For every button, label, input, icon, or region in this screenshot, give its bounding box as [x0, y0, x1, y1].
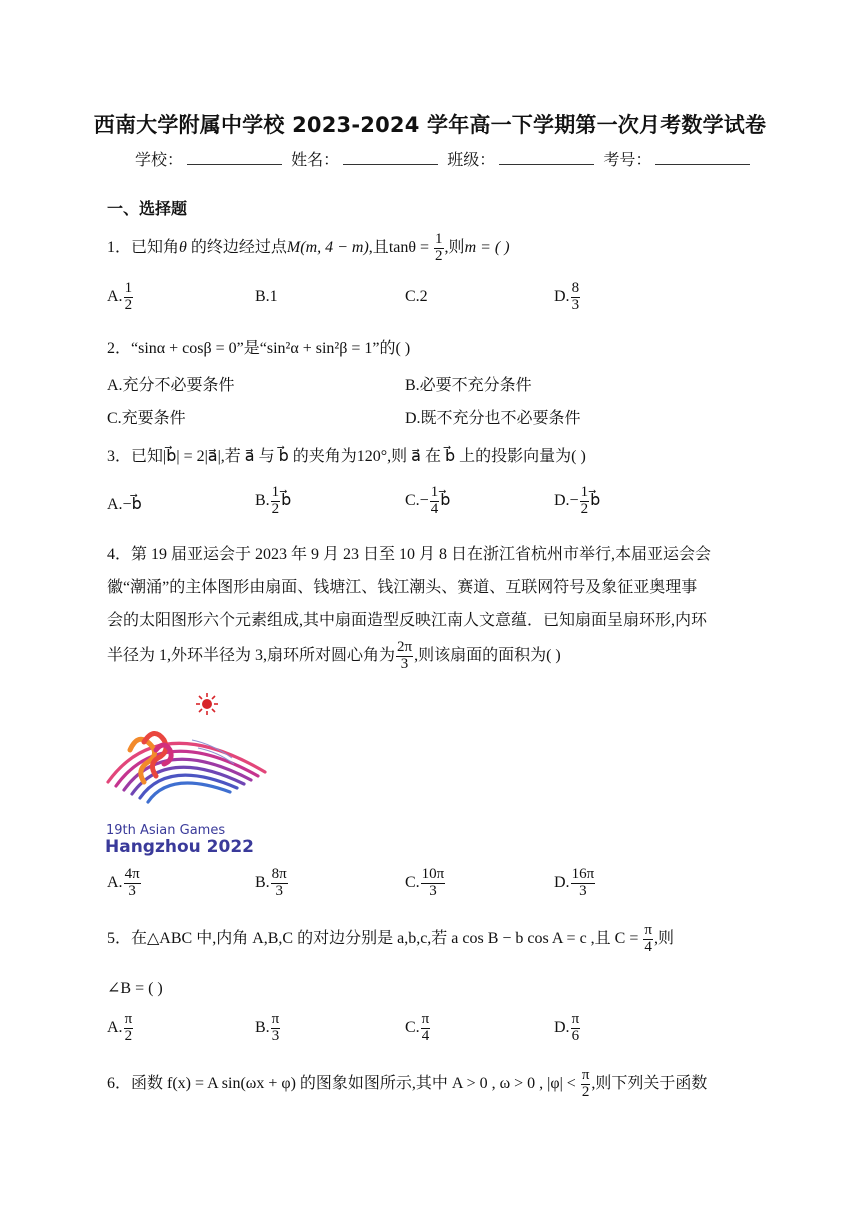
q1-number: 1． [107, 238, 132, 256]
q3-option-b[interactable]: B. $\frac{1}{2}$ b⃗ [255, 484, 292, 517]
q3-option-a[interactable]: A.−b⃗ [107, 496, 142, 513]
question-4-line-2: 徽“潮涌”的主体图形由扇面、钱塘江、钱江潮头、赛道、互联网符号及象征亚奥理事 [107, 579, 698, 596]
question-1 [107, 232, 510, 265]
exam-number-blank[interactable] [655, 150, 750, 165]
q4-option-b[interactable]: B. $\frac{8\pi}{3}$ [255, 866, 287, 899]
class-label: 班级： [447, 150, 496, 169]
q5-option-d[interactable]: D. $\frac{\pi}{6}$ [554, 1011, 580, 1044]
q5-option-c[interactable]: C. $\frac{\pi}{4}$ [405, 1011, 430, 1044]
asian-games-logo [100, 690, 275, 855]
q1-text-d: ,则 [444, 238, 465, 256]
q2-option-b[interactable]: B.必要不充分条件 [405, 377, 532, 394]
q4-option-c[interactable]: C. $\frac{10\pi}{3}$ [405, 866, 445, 899]
school-blank[interactable] [187, 150, 282, 165]
question-6: 6．函数 f(x) = A sin(ωx + φ) 的图象如图所示,其中 A > 0 , ω > 0 , |φ| < $\frac{\pi}{2}$ ,则下列关于函数 [107, 1067, 708, 1100]
q5-option-a[interactable]: A. $\frac{\pi}{2}$ [107, 1011, 133, 1044]
student-info-line [135, 147, 754, 170]
name-blank[interactable] [343, 150, 438, 165]
q1-option-d[interactable]: D. $\frac{8}{3}$ [554, 280, 580, 313]
q1-point: M(m, 4 − m) [286, 238, 369, 256]
q4-option-d[interactable]: D. $\frac{16\pi}{3}$ [554, 866, 595, 899]
logo-caption-1: 19th Asian Games [106, 823, 226, 838]
question-4-line-3: 会的太阳图形六个元素组成,其中扇面造型反映江南人文意蕴．已知扇面呈扇环形,内环 [107, 612, 708, 629]
q5-option-b[interactable]: B. $\frac{\pi}{3}$ [255, 1011, 280, 1044]
name-label: 姓名： [291, 150, 340, 169]
q2-option-a[interactable]: A.充分不必要条件 [107, 377, 235, 394]
q1-option-b[interactable]: B.1 [255, 288, 278, 305]
logo-graphic [100, 690, 275, 820]
exam-title: 西南大学附属中学校 2023-2024 学年高一下学期第一次月考数学试卷 [93, 113, 767, 137]
q1-text-b: 的终边经过点 [186, 238, 287, 256]
q1-fraction: $\frac{1}{2}$ [435, 231, 443, 264]
school-label: 学校： [135, 150, 184, 169]
question-5-line-2: ∠B = ( ) [107, 980, 163, 997]
q4-option-a[interactable]: A. $\frac{4\pi}{3}$ [107, 866, 140, 899]
question-4-line-1: 4．第 19 届亚运会于 2023 年 9 月 23 日至 10 月 8 日在浙江省杭州市举行,本届亚运会会 [107, 546, 712, 563]
q1-text-c: ,且 [368, 238, 389, 256]
q3-option-d[interactable]: D.− $\frac{1}{2}$ b⃗ [554, 484, 601, 517]
exam-number-label: 考号： [603, 150, 652, 169]
q1-text-a: 已知角 [131, 238, 180, 256]
sun-icon [196, 693, 218, 715]
q2-option-d[interactable]: D.既不充分也不必要条件 [405, 410, 581, 427]
section-heading: 一、选择题 [107, 199, 188, 218]
q1-tan: tanθ = [388, 238, 434, 256]
q1-ask: m = ( ) [464, 238, 510, 256]
q3-option-c[interactable]: C.− $\frac{1}{4}$ b⃗ [405, 484, 451, 517]
fan-arcs [108, 743, 265, 802]
question-4-line-4: 半径为 1,外环半径为 3,扇环所对圆心角为 $\frac{2\pi}{3}$ ,则该扇面的面积为( ) [107, 639, 561, 672]
logo-caption-2: Hangzhou 2022 [105, 837, 254, 857]
class-blank[interactable] [499, 150, 594, 165]
question-5-line-1: 5．在△ABC 中,内角 A,B,C 的对边分别是 a,b,c,若 a cos B − b cos A = c ,且 C = $\frac{\pi}{4}$ ,则 [107, 922, 674, 955]
question-2: 2．“sinα + cosβ = 0”是“sin²α + sin²β = 1”的( ) [107, 340, 411, 357]
q1-theta: θ [179, 238, 187, 256]
q1-option-c[interactable]: C.2 [405, 288, 428, 305]
q1-option-a[interactable]: A. $\frac{1}{2}$ [107, 280, 133, 313]
question-3: 3．已知|b⃗| = 2|a⃗|,若 a⃗ 与 b⃗ 的夹角为120°,则 a⃗ 在 b⃗ 上的投影向量为( ) [107, 448, 586, 465]
q2-option-c[interactable]: C.充要条件 [107, 410, 186, 427]
